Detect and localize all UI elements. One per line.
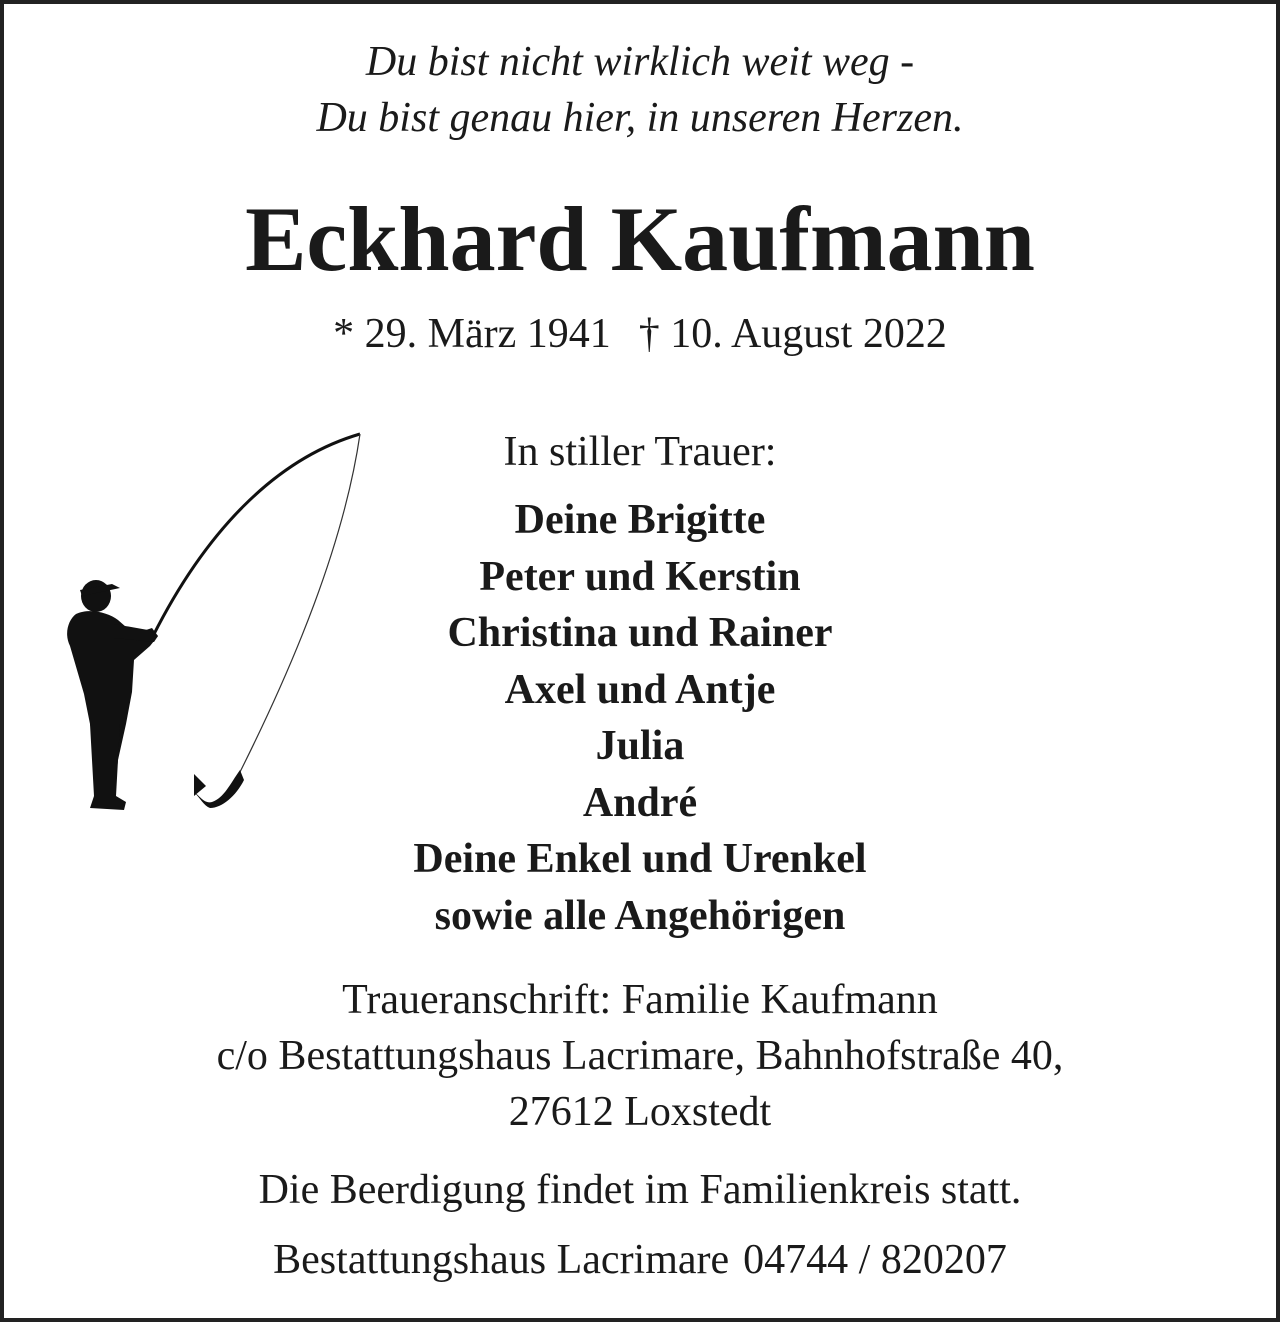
mourner-name: Deine Brigitte — [514, 497, 766, 543]
funeral-home-name: Bestattungshaus Lacrimare — [273, 1237, 730, 1283]
mourners-list — [4, 492, 1276, 944]
mourner-name: Christina und Rainer — [447, 610, 833, 656]
funeral-home-phone: 04744 / 820207 — [743, 1237, 1007, 1283]
address-line-3: 27612 Loxstedt — [508, 1089, 772, 1135]
funeral-home-contact — [4, 1232, 1276, 1288]
life-dates — [4, 306, 1276, 362]
address-line-1: Traueranschrift: Familie Kaufmann — [342, 977, 938, 1023]
funeral-note: Die Beerdigung findet im Familienkreis statt. — [258, 1167, 1022, 1213]
mourner-name: sowie alle Angehörigen — [434, 892, 846, 939]
death-date: † 10. August 2022 — [638, 311, 947, 357]
mourner-name: André — [582, 779, 698, 826]
mourner-name: Axel und Antje — [504, 666, 776, 713]
mourner-name: Deine Enkel und Urenkel — [413, 836, 867, 882]
mourner-name: Peter und Kerstin — [479, 553, 801, 600]
address-line-2: c/o Bestattungshaus Lacrimare, Bahnhofstraße 40, — [216, 1033, 1064, 1079]
motto-line-2: Du bist genau hier, in unseren Herzen. — [316, 95, 964, 141]
deceased-name: Eckhard Kaufmann — [245, 188, 1035, 290]
mourning-heading: In stiller Trauer: — [503, 429, 777, 475]
mourner-name: Julia — [595, 723, 685, 769]
birth-date: * 29. März 1941 — [333, 311, 611, 357]
motto-line-1: Du bist nicht wirklich weit weg - — [365, 39, 915, 85]
